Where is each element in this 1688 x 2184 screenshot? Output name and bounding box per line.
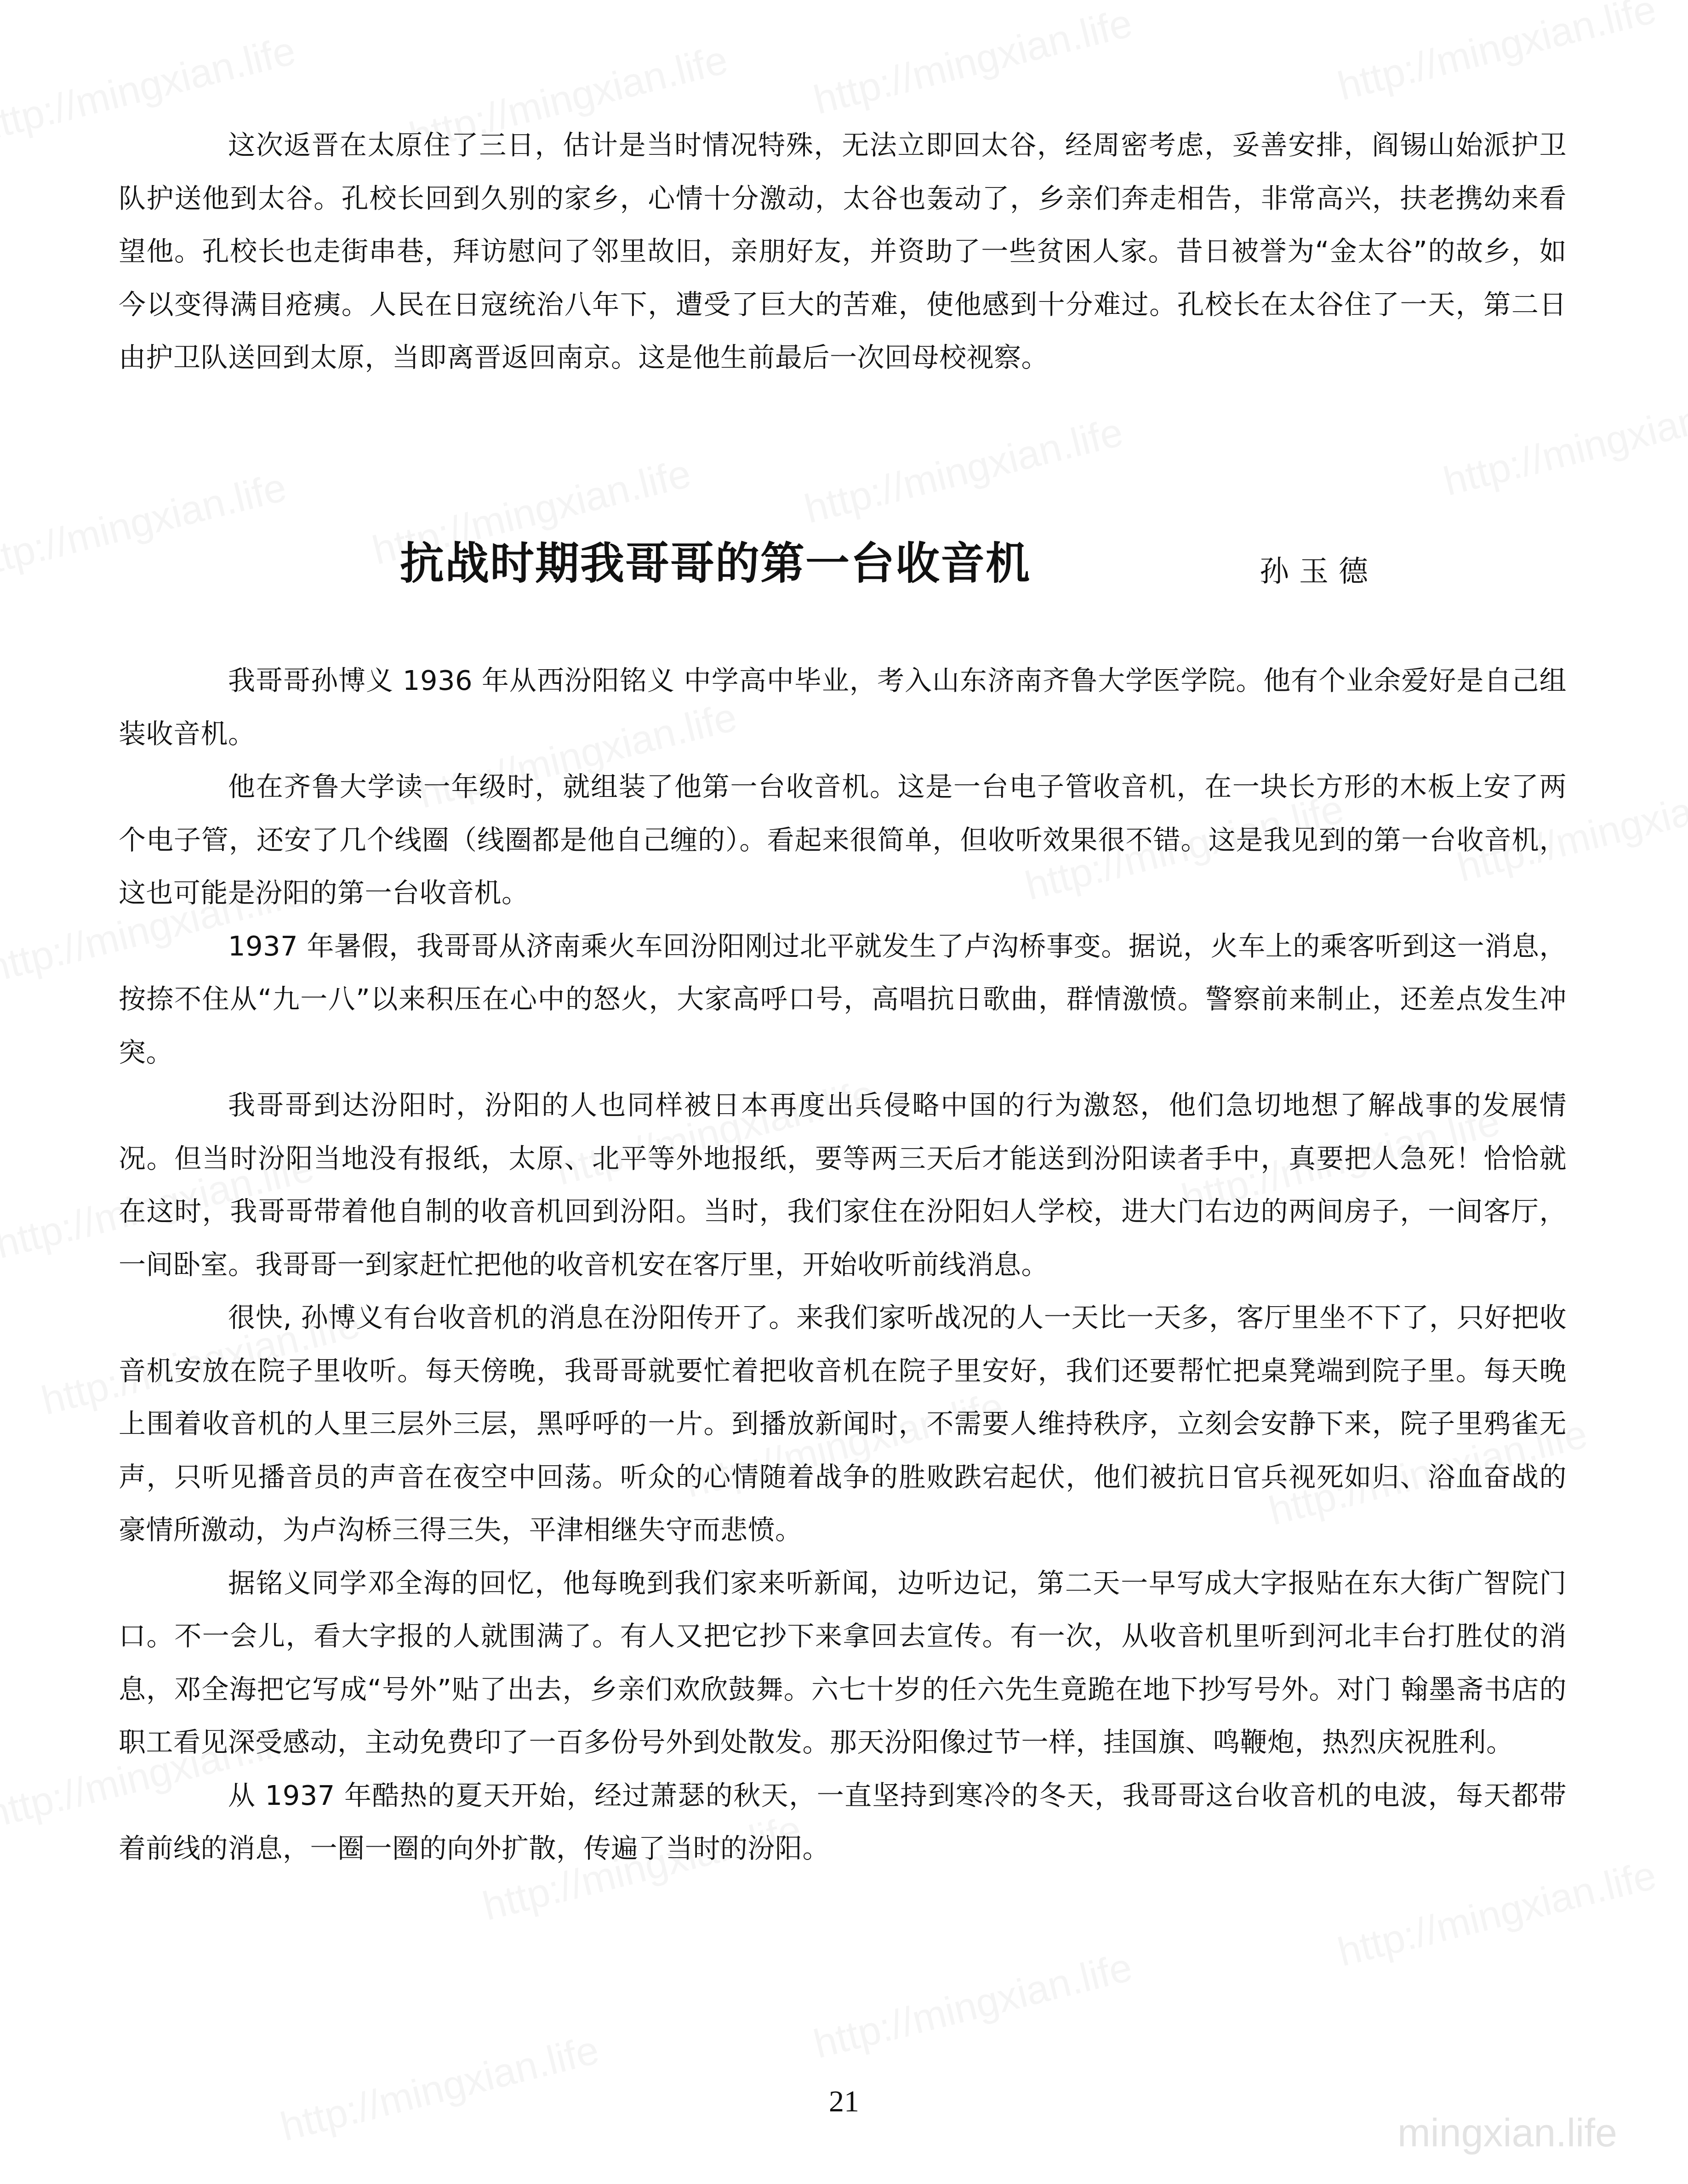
body-paragraph: 很快, 孙博义有台收音机的消息在汾阳传开了。来我们家听战况的人一天比一天多，客厅里坐不下了，只好把收音机安放在院子里收听。每天傍晚，我哥哥就要忙着把收音机在院子里安好，我们还要帮忙把桌凳端到院子里。每天晚上围着收音机的人里三层外三层，黑呼呼的一片。到播放新闻时，不需要人维持秩序，立刻会安静下来，院子里鸦雀无声，只听见播音员的声音在夜空中回荡。听众的心情随着战争的胜败跌宕起伏，他们被抗日官兵视死如归、浴血奋战的豪情所激动，为卢沟桥三得三失，平津相继失守而悲愤。 [119,1302,1567,1546]
previous-article-tail [119,119,1567,384]
watermark-text [809,1943,1137,2068]
watermark-text [800,408,1128,533]
article-author: 孙玉德 [1260,555,1378,589]
article-title-row [400,529,1031,592]
watermark-text [1333,0,1661,110]
site-watermark: mingxian.life [1397,2111,1617,2155]
article-body [119,654,1567,1875]
body-paragraph: 从 1937 年酷热的夏天开始，经过萧瑟的秋天，一直坚持到寒冷的冬天，我哥哥这台收音机的电波，每天都带着前线的消息，一圈一圈的向外扩散，传遍了当时的汾阳。 [119,1779,1567,1864]
body-paragraph: 据铭义同学邓全海的回忆，他每晚到我们家来听新闻，边听边记，第二天一早写成大字报贴在东大街广智院门口。不一会儿，看大字报的人就围满了。有人又把它抄下来拿回去宣传。有一次，从收音机里听到河北丰台打胜仗的消息，邓全海把它写成“号外”贴了出去，乡亲们欢欣鼓舞。六七十岁的任六先生竟跪在地下抄写号外。对门 翰墨斋书店的职工看见深受感动，主动免费印了一百多份号外到处散发。那天汾阳像过节一样，挂国旗、鸣鞭炮，热烈庆祝胜利。 [119,1567,1567,1758]
watermark-text [1439,381,1688,505]
page-number: 21 [829,2085,859,2118]
body-paragraph: 1937 年暑假，我哥哥从济南乘火车回汾阳刚过北平就发生了卢沟桥事变。据说，火车上的乘客听到这一消息，按捺不住从“九一八”以来积压在心中的怒火，大家高呼口号，高唱抗日歌曲，群情激愤。警察前来制止，还差点发生冲突。 [119,930,1567,1068]
body-paragraph: 他在齐鲁大学读一年级时，就组装了他第一台收音机。这是一台电子管收音机，在一块长方形的木板上安了两个电子管，还安了几个线圈（线圈都是他自己缠的）。看起来很简单，但收听效果很不错。这是我见到的第一台收音机，这也可能是汾阳的第一台收音机。 [119,771,1567,909]
body-paragraph: 我哥哥到达汾阳时，汾阳的人也同样被日本再度出兵侵略中国的行为激怒，他们急切地想了解战事的发展情况。但当时汾阳当地没有报纸，太原、北平等外地报纸，要等两三天后才能送到汾阳读者手中，真要把人急死！恰恰就在这时，我哥哥带着他自制的收音机回到汾阳。当时，我们家住在汾阳妇人学校，进大门右边的两间房子，一间客厅，一间卧室。我哥哥一到家赶忙把他的收音机安在客厅里，开始收听前线消息。 [119,1089,1567,1280]
watermark-text [809,0,1137,124]
body-paragraph: 这次返晋在太原住了三日，估计是当时情况特殊，无法立即回太谷，经周密考虑，妥善安排，阎锡山始派护卫队护送他到太谷。孔校长回到久别的家乡，心情十分激动，太谷也轰动了，乡亲们奔走相告，非常高兴，扶老携幼来看望他。孔校长也走街串巷，拜访慰问了邻里故旧，亲朋好友，并资助了一些贫困人家。昔日被誉为“金太谷”的故乡，如今以变得满目疮痍。人民在日寇统治八年下，遭受了巨大的苦难，使他感到十分难过。孔校长在太谷住了一天，第二日由护卫队送回到太原，当即离晋返回南京。这是他生前最后一次回母校视察。 [119,129,1567,373]
article-title: 抗战时期我哥哥的第一台收音机 [400,538,1031,589]
watermark-text [0,463,291,588]
body-paragraph: 我哥哥孙博义 1936 年从西汾阳铭义 中学高中毕业，考入山东济南齐鲁大学医学院。他有个业余爱好是自己组装收音机。 [119,665,1567,750]
